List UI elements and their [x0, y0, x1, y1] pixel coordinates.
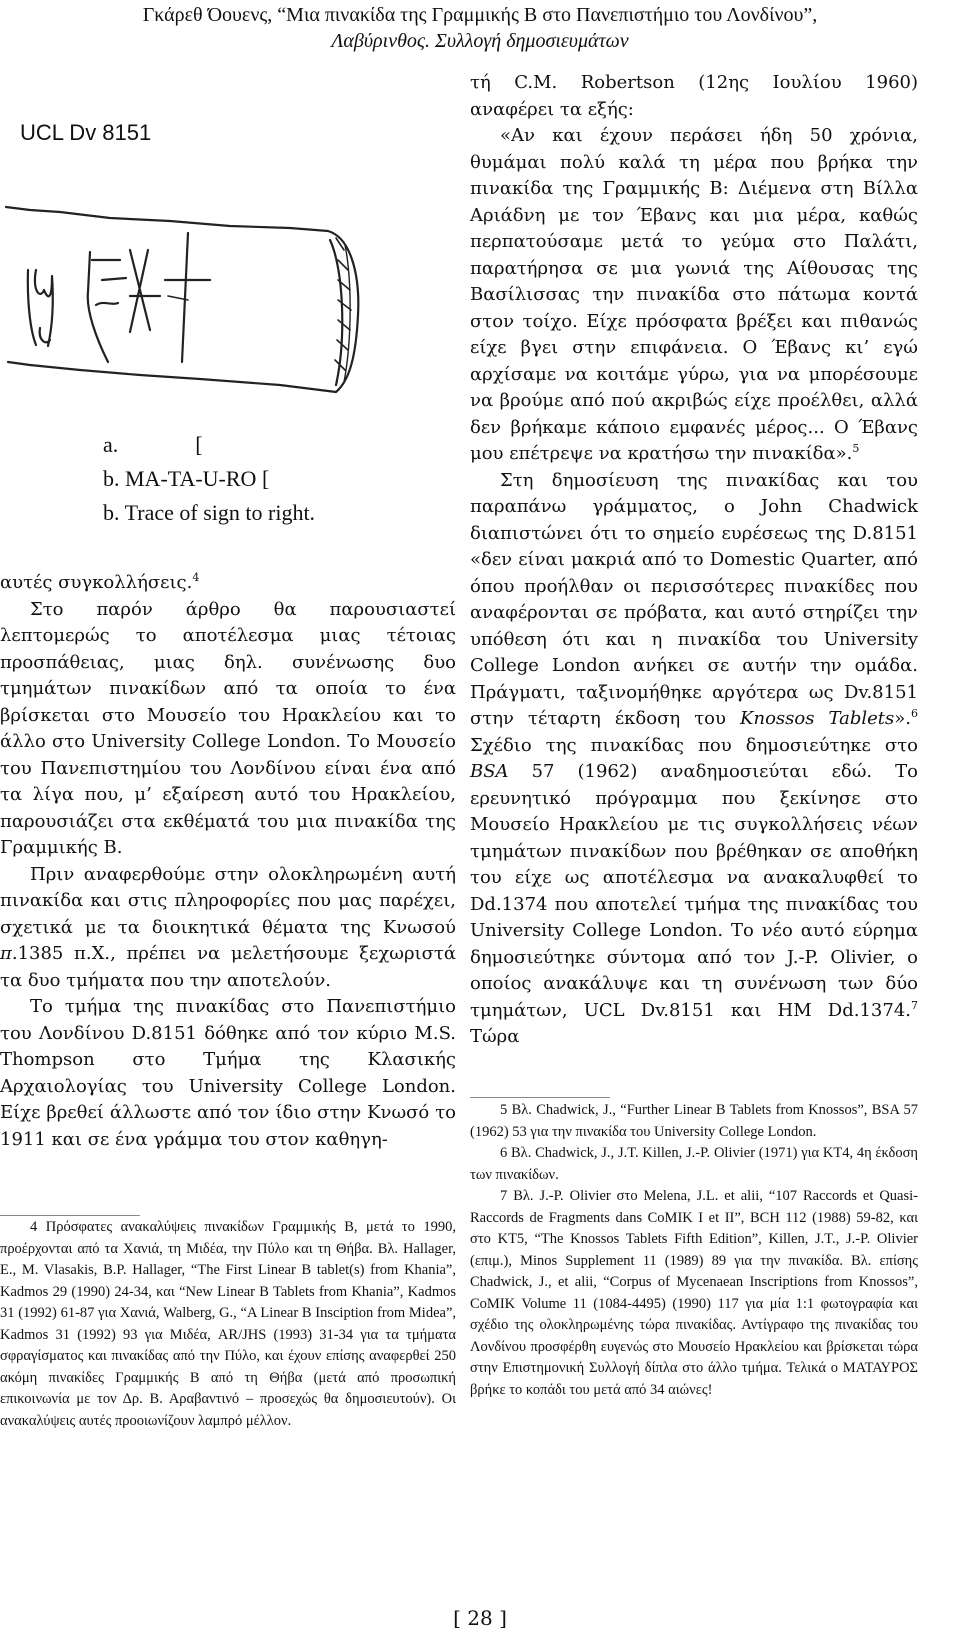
- paragraph: Το τμήμα της πινακίδας στο Πανεπιστήμιο του Λονδίνου D.8151 δόθηκε από τον κύριο M.S. Thompson στο Τμήμα της Κλασικής Αρχαιολογίας του University College London. Είχε βρεθεί άλλωστε από τον ίδιο στην Κνωσό το 1911 και σε ένα γράμμα του στον καθηγη-: [0, 996, 456, 1150]
- footnotes-left: [0, 1217, 456, 1432]
- footnote-4: 4 Πρόσφατες ανακαλύψεις πινακίδων Γραμμικής Β, μετά το 1990, προέρχονται από τα Χανιά, τη Μιδέα, την Πύλο και τη Θήβα. Βλ. Hallager, E., M. Vlasakis, B.P. Hallager, “The First Linear B tablet(s) from Khania”, Kadmos 29 (1990) 24-34, και “New Linear B Tablets from Khania”, Kadmos 31 (1992) 61-87 για Χανιά, Walberg, G., “A Linear B Insciption from Midea”, Kadmos 31 (1992) 93 για Μιδέα, AR/JHS (1993) 31-34 για τα τμήματα σφραγίσματος και πινακίδας από την Πύλο, και έχουν επίσης αναφερθεί 250 ακόμη πινακίδες Γραμμικής Β από τη Θήβα (μετά από προσωπική επικοινωνία με τον Δρ. Β. Αραβαντινό – προσεχώς θα δημοσιευτούν). Οι ανακαλύψεις αυτές προοιωνίζουν λαμπρό μέλλον.: [0, 1219, 456, 1429]
- figure-caption-b1: b. MA-TA-U-RO [: [103, 466, 270, 491]
- paragraph: Πριν αναφερθούμε στην ολοκληρωμένη αυτή πινακίδα και στις πληροφορίες που μας παρέχει, σχετικά με τα διοικητικά θέματα της Κνωσού π.1385 π.Χ., πρέπει να μελετήσουμε ξεχωριστά τα δυο τμήματα που την αποτελούν.: [0, 863, 456, 991]
- left-column: [0, 570, 456, 1153]
- paragraph: Στη δημοσίευση της πινακίδας και του παραπάνω γράμματος, ο John Chadwick διαπιστώνει ότι το σημείο ευρέσεως της D.8151 «δεν είναι μακριά από το Domestic Quarter, από όπου προήλθαν οι περισσότερες πινακίδες που αναφέρονται σε πρόβατα, και αυτό στηρίζει την υπόθεση ότι και η πινακίδα του University College London ανήκει σε αυτήν την ομάδα. Πράγματι, ταξινομήθηκε αργότερα ως Dv.8151 στην τέταρτη έκδοση του Knossos Tablets».$^6$ Σχέδιο της πινακίδας που δημοσιεύτηκε στο BSA 57 (1962) αναδημοσιεύται εδώ. Το ερευνητικό πρόγραμμα που ξεκίνησε στο Μουσείο Ηρακλείου με τις συγκολλήσεις νέων τμημάτων πινακίδων που βρέθηκαν σε αποθήκη του είχε ως αποτέλεσμα να ανακαλυφθεί το Dd.1374 που αποτελεί τμήμα της πινακίδας του University College London. Το νέο αυτό εύρημα δημοσιεύτηκε σύντομα από τον J.-P. Olivier, ο οποίος ανακάλυψε και τη συνένωση των δύο τμημάτων, UCL Dv.8151 και HM Dd.1374.$^7$ Τώρα: [470, 469, 919, 1047]
- footnote-divider: [470, 1097, 610, 1098]
- header-line-2: Λαβύρινθος. Συλλογή δημοσιευμάτων: [331, 30, 629, 52]
- footnote-5: 5 Βλ. Chadwick, J., “Further Linear B Tablets from Knossos”, BSA 57 (1962) 53 για την πινακίδα του University College London.: [470, 1102, 918, 1140]
- running-header: [0, 2, 960, 54]
- paragraph: «Αν και έχουν περάσει ήδη 50 χρόνια, θυμάμαι πολύ καλά τη μέρα που βρήκα την πινακίδα της Γραμμικής Β: Διέμενα στη Βίλλα Αριάδνη με τον Έβανς και μια μέρα, καθώς περπατούσαμε μετά το γεύμα στο Παλάτι, παρατήρησα σε μια γωνιά της Αίθουσας της Βασίλισσας την πινακίδα στο πάτωμα κοντά στον τοίχο. Είχε πρόσφατα βρέξει και πιθανώς είχε βγει στην επιφάνεια. Ο Έβανς κι’ εγώ αρχίσαμε να κοιτάμε γύρω, για να μπορέσουμε να βρούμε από πού ακριβώς είχε προέλθει, αλλά δεν βρήκαμε κάποιο εμφανές μέρος... Ο Έβανς μου επέτρεψε να κρατήσω την πινακίδα».$^5$: [470, 125, 918, 464]
- figure-caption-b2: b. Trace of sign to right.: [103, 500, 316, 525]
- footnote-ref: 7: [911, 998, 918, 1012]
- figure-caption-a: a. [: [103, 432, 203, 457]
- footnotes-right: [470, 1100, 918, 1401]
- footnote-ref: 4: [192, 571, 200, 584]
- footnote-ref: 5: [852, 442, 860, 455]
- right-column: [470, 70, 918, 1051]
- paragraph: αυτές συγκολλήσεις.$^4$: [0, 571, 200, 593]
- footnote-7: 7 Βλ. J.-P. Olivier στο Melena, J.L. et alii, “107 Raccords et Quasi-Raccords de Fragments dans CoMIK I et II”, BCH 112 (1988) 59-82, και στο KT5, “The Knossos Tablets Fifth Edition”, Killen, J.T., J.-P. Olivier (επιμ.), Minos Supplement 11 (1989) 89 για την πινακίδα. Βλ. επίσης Chadwick, J., et alii, “Corpus of Mycenaean Inscriptions from Knossos”, CoMIK Volume 11 (1084-4495) (1990) 117 για μία 1:1 φωτογραφία και σχέδιο της ολοκληρωμένης τώρα πινακίδας. Αντίγραφο της πινακίδας του Λονδίνου προσφέρθη ευγενώς στο Μουσείο Ηρακλείου και βρίσκεται τώρα στην Επιστημονική Συλλογή δίπλα στο άλλο τμήμα. Τελικά ο ΜΑΤΑΥΡΟΣ βρήκε το κοπάδι του μετά από 34 αιώνες!: [470, 1188, 918, 1398]
- footnote-ref: 6: [911, 707, 919, 720]
- page-number: [ 28 ]: [453, 1606, 507, 1630]
- footnote-divider: [0, 1215, 140, 1216]
- header-line-1: Γκάρεθ Όουενς, “Μια πινακίδα της Γραμμικής Β στο Πανεπιστήμιο του Λονδίνου”,: [142, 4, 818, 26]
- paragraph: τή C.M. Robertson (12ης Ιουλίου 1960) αναφέρει τα εξής:: [470, 72, 918, 120]
- paragraph: Στο παρόν άρθρο θα παρουσιαστεί λεπτομερώς το αποτέλεσμα μιας τέτοιας προσπάθειας, μιας δηλ. συνένωσης δυο τμημάτων πινακίδων από τα οποία το ένα βρίσκεται στο Μουσείο του Ηρακλείου και το άλλο στο University College London. Το Μουσείο του Πανεπιστημίου του Λονδίνου είναι ένα από τα λίγα που, μ’ εξαίρεση αυτό του Ηρακλείου, παρουσιάζει στα εκθέματά του μια πινακίδα της Γραμμικής Β.: [0, 598, 456, 858]
- tablet-figure: [0, 100, 380, 570]
- footnote-6: 6 Βλ. Chadwick, J., J.T. Killen, J.-P. Olivier (1971) για KT4, 4η έκδοση των πινακίδων.: [470, 1145, 918, 1183]
- figure-title: UCL Dv 8151: [20, 120, 152, 145]
